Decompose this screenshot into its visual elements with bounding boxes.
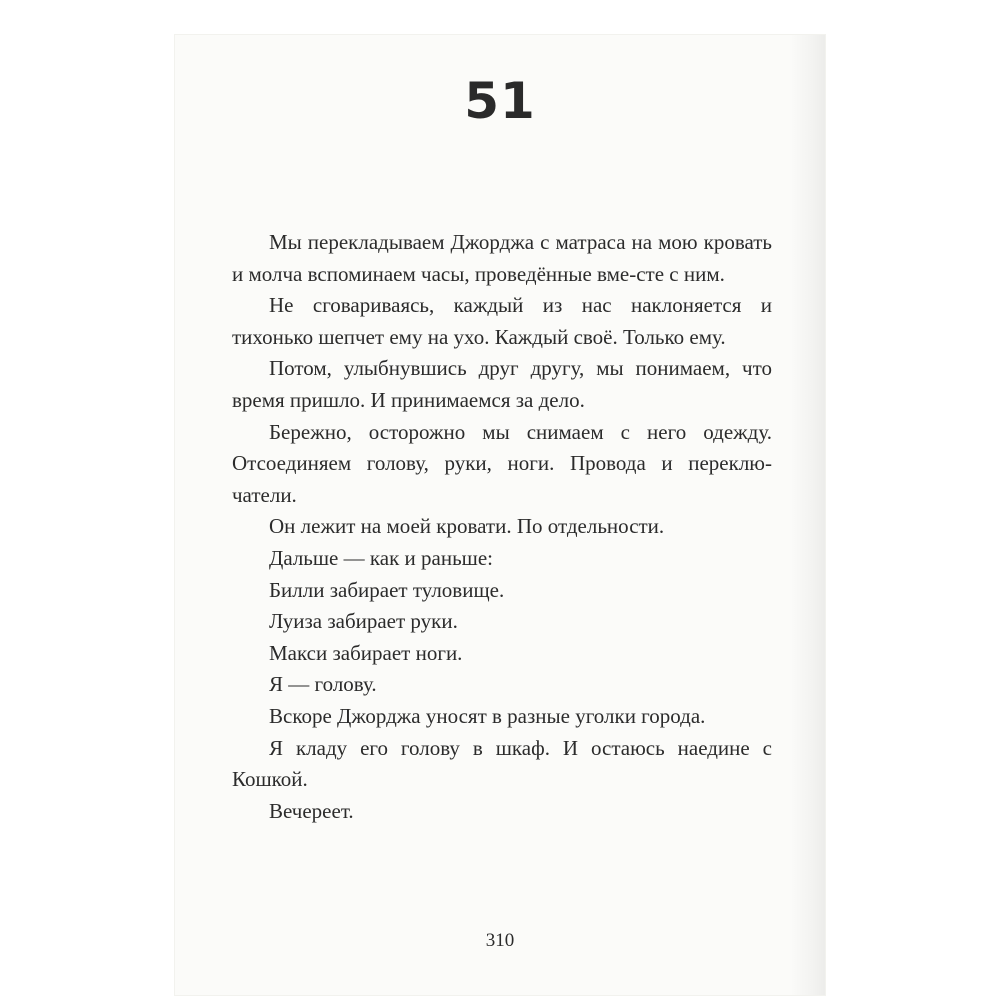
paragraph: Бережно, осторожно мы снимаем с него одежду. Отсоединяем голову, руки, ноги. Провода и переклю-чатели. bbox=[232, 419, 772, 507]
paragraph: Вечереет. bbox=[269, 798, 354, 823]
paragraph: Дальше — как и раньше: bbox=[269, 545, 493, 570]
paragraph: Луиза забирает руки. bbox=[269, 609, 458, 634]
paragraph: Я — голову. bbox=[269, 672, 377, 697]
paragraph: Мы перекладываем Джорджа с матраса на мою кровать и молча вспоминаем часы, проведённые вме-сте с ним. bbox=[232, 230, 772, 286]
paragraph: Я кладу его голову в шкаф. И остаюсь наедине с Кошкой. bbox=[232, 735, 772, 792]
body-text bbox=[232, 227, 772, 827]
paragraph: Не сговариваясь, каждый из нас наклоняется и тихонько шепчет ему на ухо. Каждый своё. Только ему. bbox=[232, 293, 772, 349]
paragraph: Макси забирает ноги. bbox=[269, 640, 463, 665]
paragraph: Потом, улыбнувшись друг другу, мы понимаем, что время пришло. И принимаемся за дело. bbox=[232, 356, 772, 412]
chapter-number: 51 bbox=[464, 72, 536, 130]
paragraph: Вскоре Джорджа уносят в разные уголки города. bbox=[269, 703, 706, 728]
paragraph: Он лежит на моей кровати. По отдельности. bbox=[269, 514, 665, 539]
paragraph: Билли забирает туловище. bbox=[269, 577, 505, 602]
page-number: 310 bbox=[485, 930, 515, 951]
